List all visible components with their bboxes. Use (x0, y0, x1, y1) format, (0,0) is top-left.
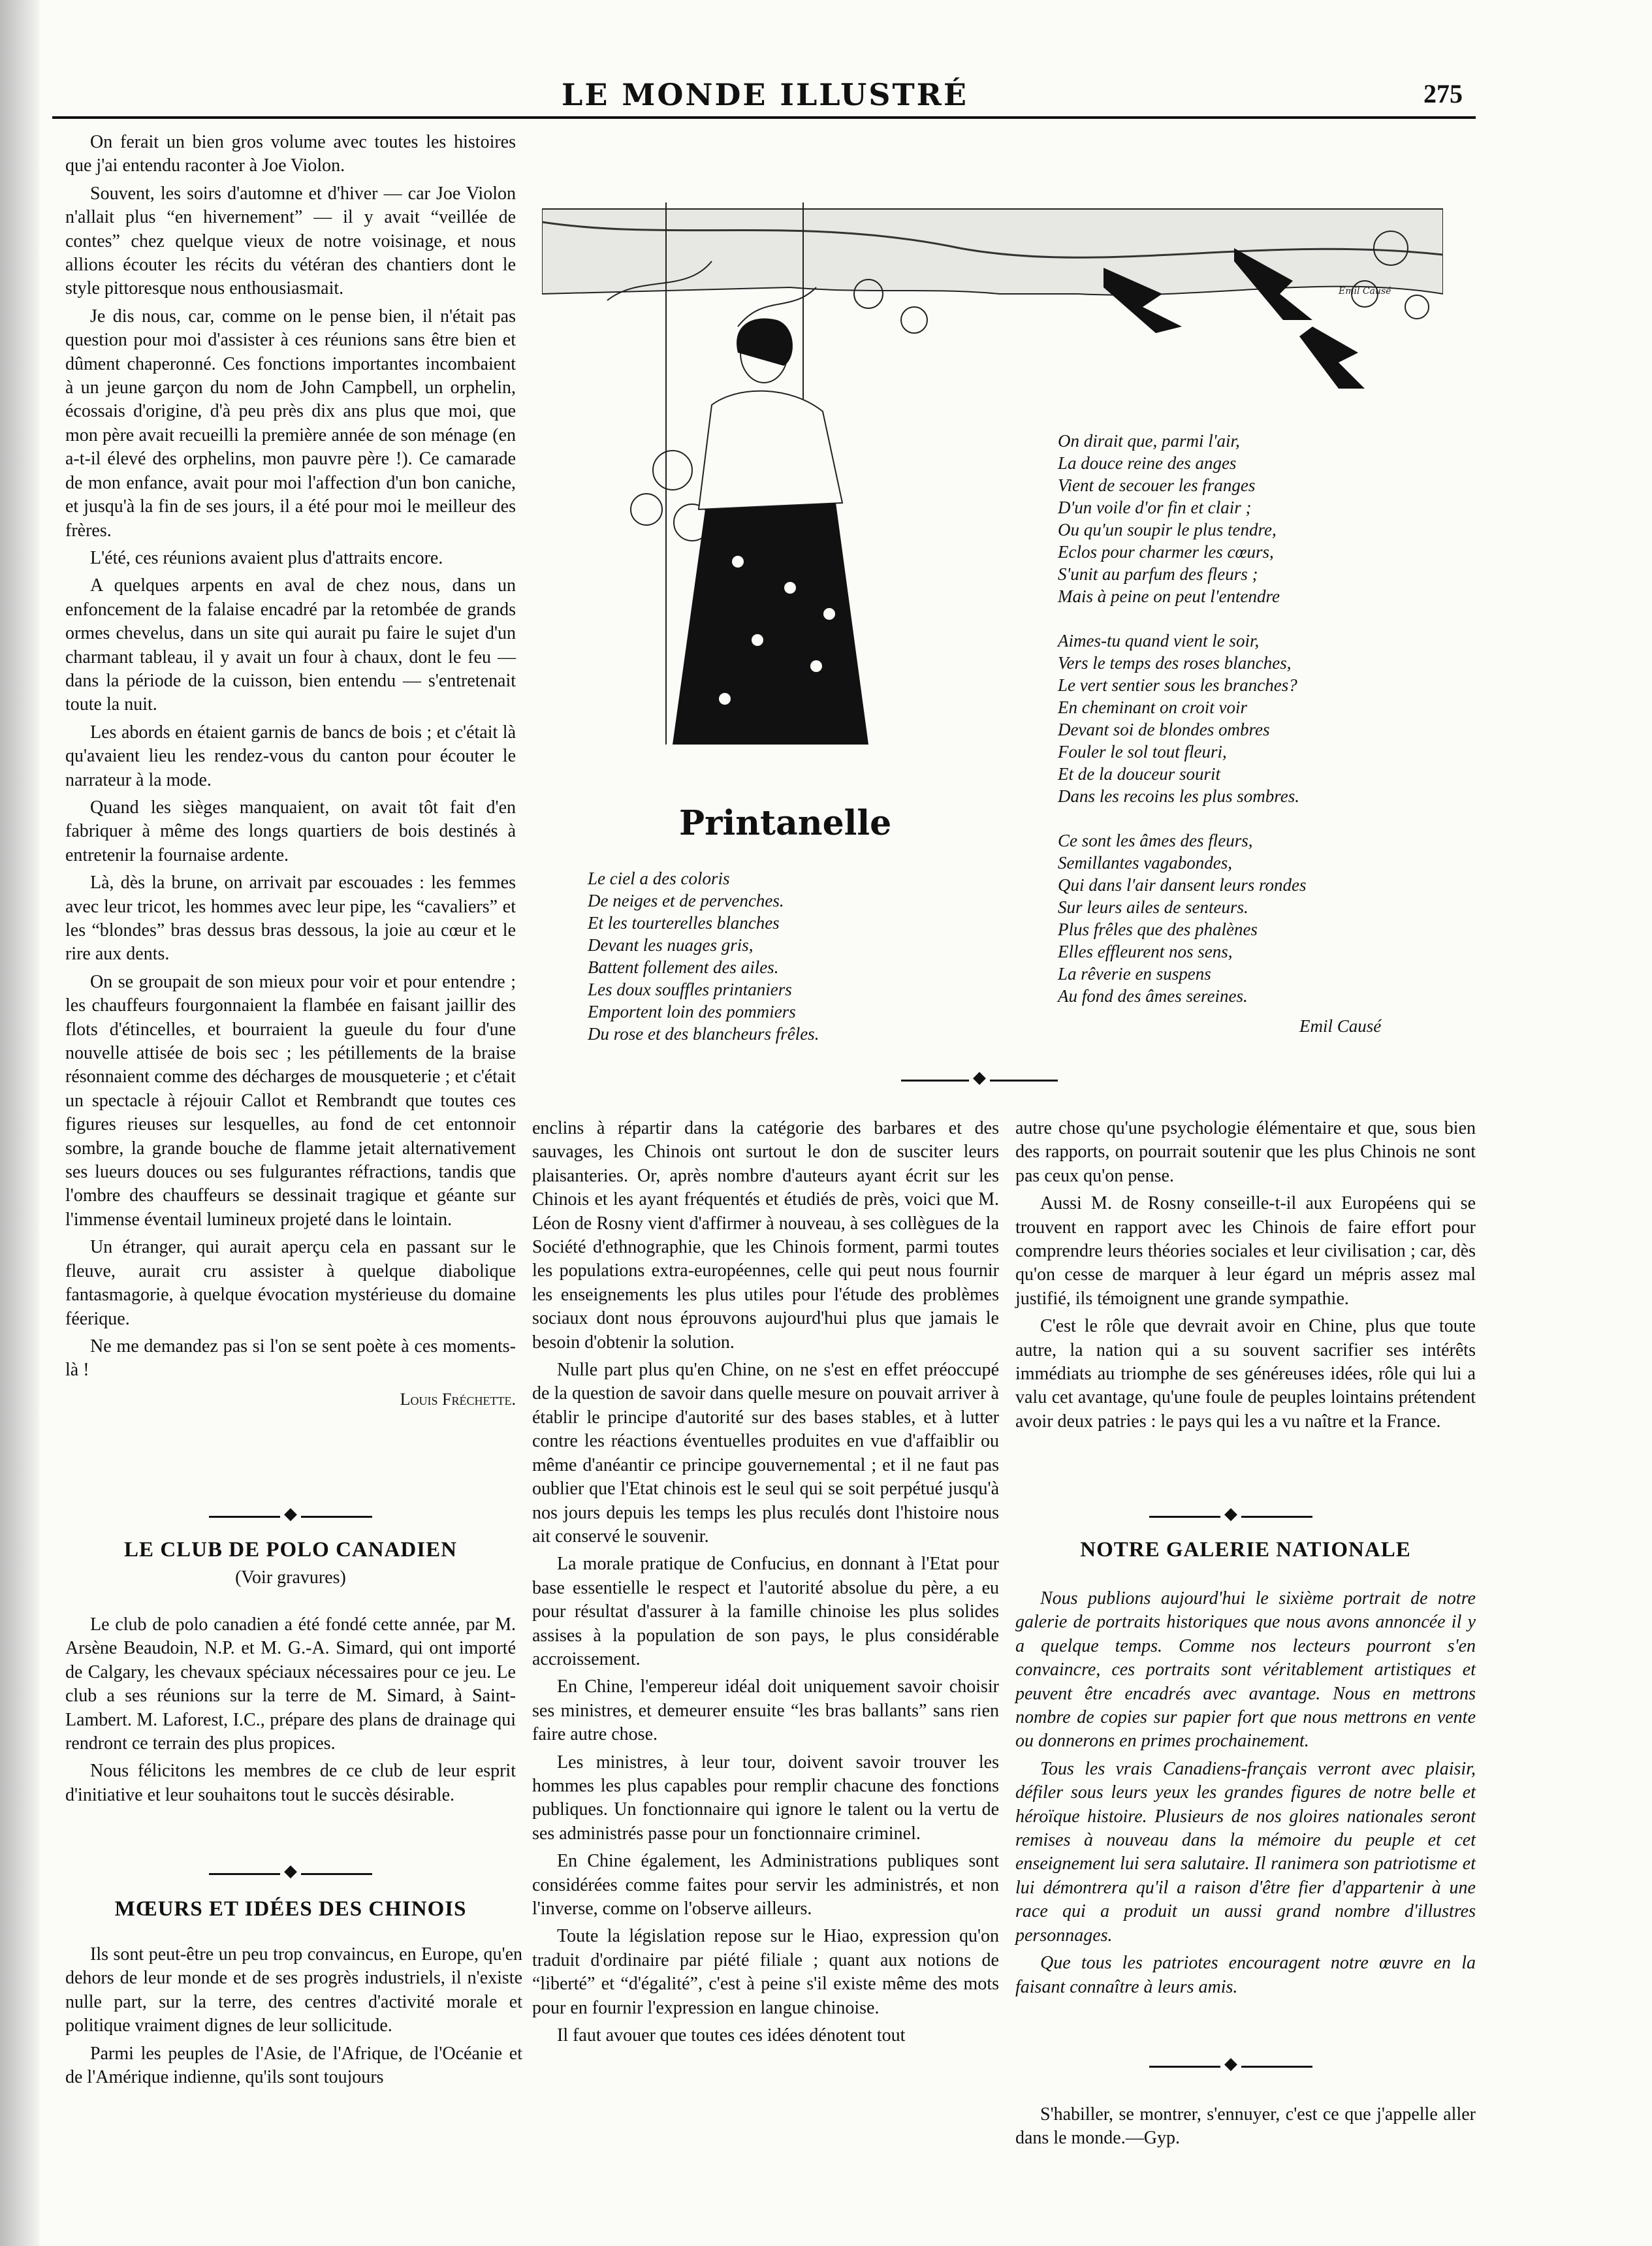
polo-article (65, 1613, 516, 1811)
poem-signature: Emil Causé (1299, 1016, 1382, 1036)
separator-ornament (1149, 1514, 1312, 1519)
poem-line: Qui dans l'air dansent leurs rondes (1058, 875, 1307, 895)
poem-line: Fouler le sol tout fleuri, (1058, 742, 1227, 762)
chinois-paragraph: Les ministres, à leur tour, doivent savoir trouver les hommes les plus capables pour remplir chacune des fonctions publiques. Un fonctionnaire qui ignore le talent ou la vertu de ses administrés passe pour un fonctionnaire criminel. (532, 1752, 999, 1844)
poem-line: Ce sont les âmes des fleurs, (1058, 831, 1253, 850)
poem-line: Ou qu'un soupir le plus tendre, (1058, 520, 1277, 539)
artist-signature: Emil Causé (1339, 286, 1391, 297)
poem-line: Battent follement des ailes. (588, 957, 779, 977)
poem-line: Le ciel a des coloris (588, 869, 730, 888)
story-paragraph: L'été, ces réunions avaient plus d'attraits encore. (90, 547, 443, 568)
poem-title: Printanelle (679, 803, 892, 843)
story-paragraph: Un étranger, qui aurait aperçu cela en passant sur le fleuve, aurait cru assister à quelque diabolique fantasmagorie, à quelque évocation mystérieuse du domaine féerique. (65, 1237, 516, 1329)
galerie-paragraph: Que tous les patriotes encouragent notre œuvre en la faisant connaître à leurs amis. (1015, 1953, 1476, 1997)
chinois-heading: MŒURS ET IDÉES DES CHINOIS (114, 1897, 467, 1921)
poem-line: Du rose et des blancheurs frêles. (588, 1024, 819, 1044)
poem-line: Mais à peine on peut l'entendre (1058, 586, 1280, 606)
poem-line: Les doux souffles printaniers (588, 980, 792, 999)
galerie-heading: NOTRE GALERIE NATIONALE (1080, 1538, 1411, 1562)
galerie-article (1015, 1587, 1476, 2003)
chinois-paragraph: Ils sont peut-être un peu trop convaincus, en Europe, qu'en dehors de leur monde et de ses progrès industriels, il n'existe nulle part, sur la terre, des centres d'activité morale et politique vraiment dignes de leur sollicitude. (65, 1944, 522, 2036)
page-binding-edge (0, 0, 39, 2246)
polo-subheading: (Voir gravures) (235, 1567, 346, 1588)
poem-line: On dirait que, parmi l'air, (1058, 431, 1240, 451)
left-column-story (65, 131, 516, 1411)
galerie-paragraph: Nous publions aujourd'hui le sixième portrait de notre galerie de portraits historiques que nous avons annoncée il y a quelque temps. Comme nos lecteurs pourront s'en convaincre, ces portraits sont véritablement artistiques et peuvent être encadrés avec avantage. Nous en mettrons nombre de copies sur papier fort que nous mettrons en vente ou donnerons en primes prochainement. (1015, 1588, 1476, 1752)
poem-line: Devant les nuages gris, (588, 935, 754, 955)
chinois-paragraph: En Chine également, les Administrations publiques sont considérées comme faites pour servir les administrés, et non l'inverse, comme on l'observe ailleurs. (532, 1851, 999, 1919)
poem-line: Vers le temps des roses blanches, (1058, 653, 1292, 673)
poem-line: En cheminant on croit voir (1058, 698, 1247, 717)
poem-line: Vient de secouer les franges (1058, 475, 1256, 495)
gyp-quote-block (1015, 2103, 1476, 2155)
poem-line: Eclos pour charmer les cœurs, (1058, 542, 1274, 562)
poem-line: Plus frêles que des phalènes (1058, 920, 1258, 939)
chinois-column-3 (1015, 1117, 1476, 1437)
separator-ornament (901, 1078, 1058, 1083)
chinois-paragraph: Nulle part plus qu'en Chine, on ne s'est en effet préoccupé de la question de savoir dans quelle mesure on pouvait arriver à établir le principe d'autorité sur des bases stables, et à lutter contre les réactions éventuelles produites en vue d'affaiblir ou même d'anéantir ce principe gouvernemental ; et il ne faut pas oublier que l'Etat chinois est le seul qui se soit perpétué jusqu'à nos jours depuis les temps les plus reculés dont l'histoire nous ait conservé le souvenir. (532, 1360, 999, 1547)
poem-line: Sur leurs ailes de senteurs. (1058, 897, 1248, 917)
poem-line: Le vert sentier sous les branches? (1058, 675, 1297, 695)
story-paragraph: On se groupait de son mieux pour voir et pour entendre ; les chauffeurs fourgonnaient la flambée en faisant jaillir des flots d'étincelles, et bourraient la gueule du four d'une nouvelle attisée de bois sec ; les pétillements de la braise résonnaient comme des décharges de mousqueterie ; et c'était un spectacle à réjouir Callot et Rembrandt que toutes ces figures rieuses sur lesquelles, au fond de cet entonnoir sombre, la grande bouche de flamme jetait alternativement ses lueurs douces ou ses fulgurantes réfractions, tandis que l'ombre des chauffeurs se dessinait tragique et géante sur l'immense éventail lumineux projeté dans le lointain. (65, 971, 516, 1230)
poem-line: Et de la douceur sourit (1058, 764, 1220, 784)
chinois-paragraph: En Chine, l'empereur idéal doit uniquement savoir choisir ses ministres, et demeurer ensuite “les bras ballants” sans rien faire autre chose. (532, 1676, 999, 1745)
chinois-paragraph: Il faut avouer que toutes ces idées dénotent tout (557, 2025, 906, 2046)
poem-line: Dans les recoins les plus sombres. (1058, 786, 1299, 806)
chinois-paragraph: Aussi M. de Rosny conseille-t-il aux Européens qui se trouvent en rapport avec les Chinois de faire effort pour comprendre leurs théories sociales et leur civilisation ; car, dès qu'on cesse de marquer à leur égard un mépris assez mal justifié, ils témoignent une grande sympathie. (1015, 1193, 1476, 1309)
chinois-column-1 (65, 1943, 522, 2093)
masthead-title: LE MONDE ILLUSTRÉ (562, 77, 968, 112)
polo-paragraph: Nous félicitons les membres de ce club de leur esprit d'initiative et leur souhaitons tout le succès désirable. (65, 1761, 516, 1805)
chinois-paragraph: enclins à répartir dans la catégorie des barbares et des sauvages, les Chinois ont surtout le don de susciter leurs plaisanteries. Or, après nombre d'auteurs ayant écrit sur les Chinois et les ayant fréquentés et étudiés de près, voici que M. Léon de Rosny vient d'affirmer à nouveau, à ses collègues de la Société d'ethnographie, que les Chinois forment, parmi toutes les populations extra-européennes, celle qui peut nous fournir les enseignements les plus utiles pour l'étude des problèmes sociaux dont nous éprouvons aujourd'hui plus que jamais le besoin d'obtenir la solution. (532, 1118, 999, 1353)
header-rule (52, 116, 1476, 119)
poem-line: Semillantes vagabondes, (1058, 853, 1232, 873)
poem-line: Au fond des âmes sereines. (1058, 986, 1248, 1006)
page-number: 275 (1423, 79, 1463, 108)
poem-stanza-4 (1058, 829, 1307, 1007)
polo-heading: LE CLUB DE POLO CANADIEN (124, 1538, 457, 1562)
poem-line: D'un voile d'or fin et clair ; (1058, 498, 1252, 517)
story-paragraph: On ferait un bien gros volume avec toutes les histoires que j'ai entendu raconter à Joe Violon. (65, 132, 516, 176)
galerie-paragraph: Tous les vrais Canadiens-français verront avec plaisir, défiler sous leurs yeux les grandes figures de notre belle et héroïque histoire. Plusieurs de nos gloires nationales seront remises à nouveau dans la mémoire du peuple et cet enseignement lui sera salutaire. Il ranimera son patriotisme et lui démontrera qu'il a raison d'être fier d'appartenir à une race qui a produit un aussi grand nombre d'illustres personnages. (1015, 1758, 1476, 1946)
poem-stanza-2 (1058, 430, 1307, 607)
separator-ornament (209, 1871, 372, 1876)
poem-line: La douce reine des anges (1058, 453, 1237, 473)
chinois-paragraph: autre chose qu'une psychologie élémentaire et que, sous bien des rapports, on pourrait soutenir que les plus Chinois ne sont pas ceux qu'on pense. (1015, 1118, 1476, 1186)
poem-line: Devant soi de blondes ombres (1058, 720, 1270, 739)
poem-line: La rêverie en suspens (1058, 964, 1211, 984)
poem-line: Aimes-tu quand vient le soir, (1058, 631, 1260, 650)
poem-line: Elles effleurent nos sens, (1058, 942, 1233, 961)
printanelle-illustration (542, 196, 1443, 745)
chinois-column-2 (532, 1117, 999, 2051)
poem-line: Emportent loin des pommiers (588, 1002, 796, 1021)
poem-stanza-3 (1058, 630, 1307, 807)
gyp-quote: S'habiller, se montrer, s'ennuyer, c'est ce que j'appelle aller dans le monde.—Gyp. (1015, 2104, 1476, 2149)
story-paragraph: Quand les sièges manquaient, on avait tôt fait d'en fabriquer à même des longs quartiers de bois destinés à entretenir la fournaise ardente. (65, 797, 516, 865)
chinois-paragraph: C'est le rôle que devrait avoir en Chine, plus que toute autre, la nation qui a su souvent sacrifier ses intérêts immédiats au triomphe de ses généreuses idées, rôle qui lui a valu cet avantage, qu'une foule de peuples lointains prétendent avoir deux patries : le pays qui les a vu naître et la France. (1015, 1316, 1476, 1432)
poem-stanzas-right (1058, 430, 1307, 1029)
story-paragraph: Les abords en étaient garnis de bancs de bois ; et c'était là qu'avaient lieu les rendez-vous du canton pour écouter le narrateur à la mode. (65, 722, 516, 790)
chinois-paragraph: Parmi les peuples de l'Asie, de l'Afrique, de l'Océanie et de l'Amérique indienne, qu'ils sont toujours (65, 2043, 522, 2088)
poem-line: De neiges et de pervenches. (588, 891, 784, 910)
poem-line: Et les tourterelles blanches (588, 913, 780, 933)
story-paragraph: Souvent, les soirs d'automne et d'hiver — car Joe Violon n'allait plus “en hivernement” — il y avait “veillée de contes” chez quelque vieux de notre voisinage, et nous allions écouter les récits du vétéran des chantiers dont le style pittoresque nous enthousiasmait. (65, 183, 516, 299)
separator-ornament (1149, 2064, 1312, 2069)
poem-stanza-1 (588, 867, 819, 1045)
story-paragraph: Je dis nous, car, comme on le pense bien, il n'était pas question pour moi d'assister à ces réunions sans être bien et dûment chaperonné. Ces fonctions importantes incombaient à un jeune garçon du nom de John Campbell, un orphelin, écossais d'origine, d'à peu près dix ans plus que moi, que mon père avait recueilli la première année de son ménage (en a-t-il élevé des orphelins, mon pauvre père !). Ce camarade de mon enfance, avait pour moi l'affection d'un bon caniche, et jusqu'à la fin de ses jours, il a été pour moi le meilleur des frères. (65, 306, 516, 541)
chinois-paragraph: La morale pratique de Confucius, en donnant à l'Etat pour base essentielle le respect et l'autorité absolue du père, a eu pour résultat d'assurer à la famille chinoise les plus solides assises à la population de son pays, le plus considérable accroissement. (532, 1554, 999, 1669)
separator-ornament (209, 1514, 372, 1519)
story-paragraph: A quelques arpents en aval de chez nous, dans un enfoncement de la falaise encadré par la retombée de grands ormes chevelus, dans un site qui aurait pu faire le sujet d'un charmant tableau, il y avait un four à chaux, dont le feu — dans la période de la cuisson, bien entendu — s'entretenait toute la nuit. (65, 575, 516, 715)
chinois-paragraph: Toute la législation repose sur le Hiao, expression qu'on traduit d'ordinaire par piété filiale ; quant aux notions de “liberté” et “d'égalité”, c'est à peine s'il existe même des mots pour en fournir l'expression en langue chinoise. (532, 1926, 999, 2018)
story-signature: Louis Fréchette. (400, 1389, 516, 1409)
story-paragraph: Là, dès la brune, on arrivait par escouades : les femmes avec leur tricot, les hommes avec leur pipe, les “cavaliers” et les “blondes” bras dessus bras dessous, la joie au cœur et le rire aux dents. (65, 873, 516, 965)
poem-line: S'unit au parfum des fleurs ; (1058, 564, 1258, 584)
polo-paragraph: Le club de polo canadien a été fondé cette année, par M. Arsène Beaudoin, N.P. et M. G.-A. Simard, qui ont importé de Calgary, les chevaux spéciaux nécessaires pour ce jeu. Le club a ses réunions sur la terre de M. Simard, à Saint-Lambert. M. Laforest, I.C., prépare des plans de drainage qui rendront ce terrain des plus propices. (65, 1614, 516, 1754)
story-paragraph: Ne me demandez pas si l'on se sent poète à ces moments-là ! (65, 1336, 516, 1381)
